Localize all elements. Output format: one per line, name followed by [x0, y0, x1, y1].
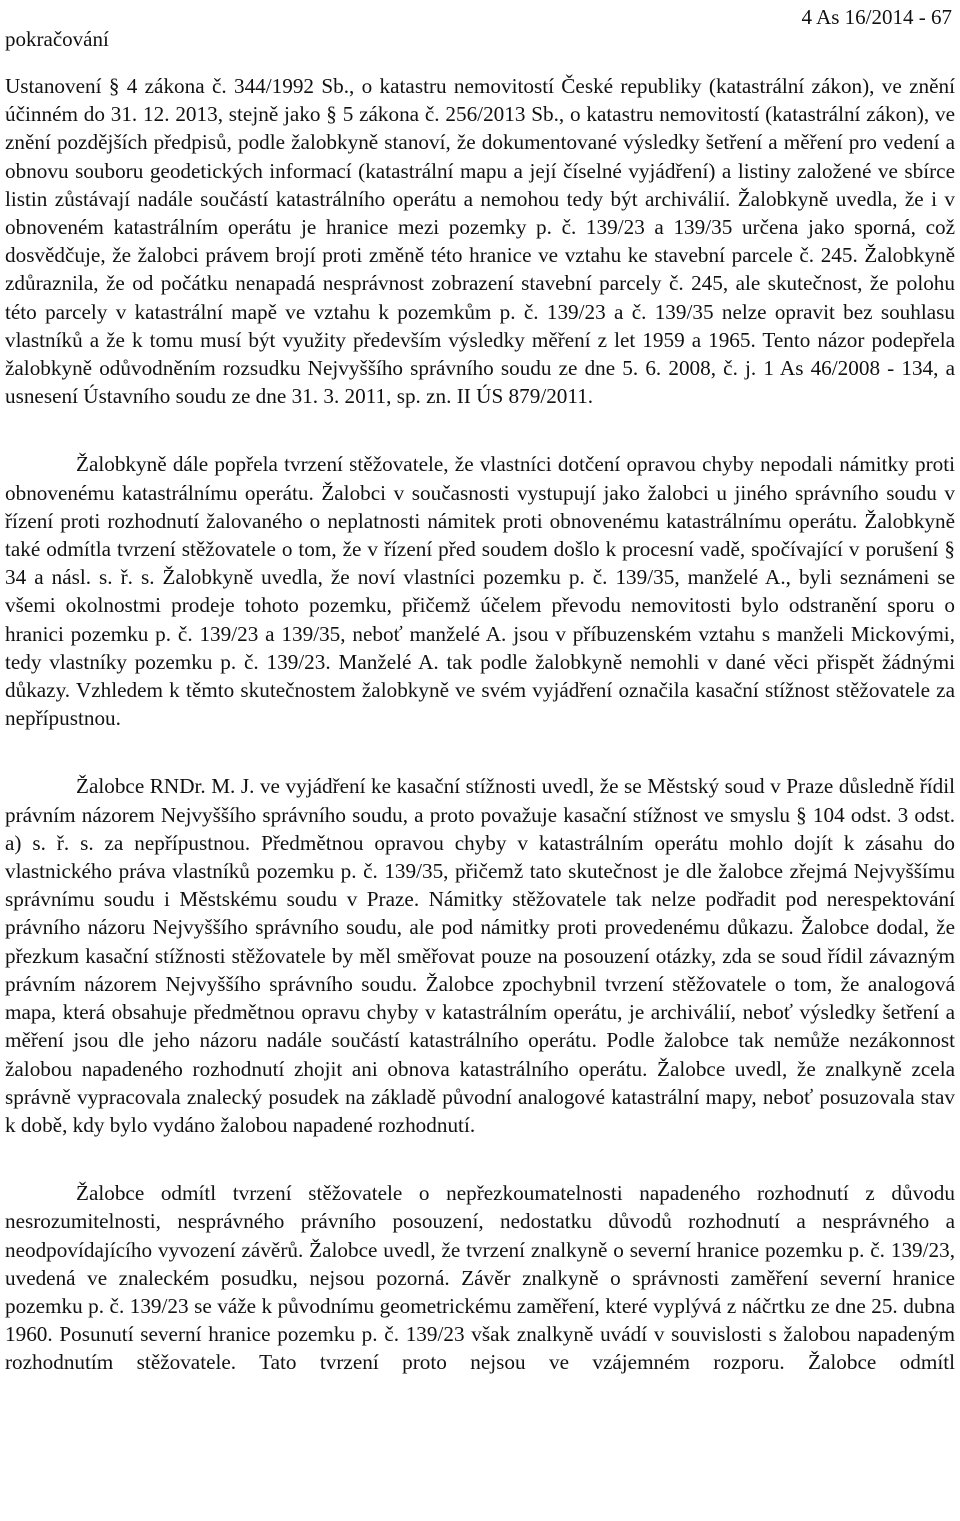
paragraph-3: Žalobce RNDr. M. J. ve vyjádření ke kasační stížnosti uvedl, že se Městský soud v Praze důsledně řídil právním názorem Nejvyššího správního soudu, a proto považuje kasační stížnost ve smyslu § 104 odst. 3 odst. a) s. ř. s. za nepřípustnou. Předmětnou opravou chyby v katastrálním operátu mohlo dojít k zásahu do vlastnického práva vlastníků pozemku p. č. 139/35, přičemž tato skutečnost je dle žalobce zřejmá Nejvyššímu správnímu soudu i Městskému soudu v Praze. Námitky stěžovatele tak nelze podřadit pod nerespektování právního názoru Nejvyššího správního soudu, ale pod námitky proti provedenému důkazu. Žalobce dodal, že přezkum kasační stížnosti stěžovatele by měl směřovat pouze na posouzení otázky, zda se soud řídil závazným právním názorem Nejvyššího správního soudu. Žalobce zpochybnil tvrzení stěžovatele o tom, že analogová mapa, která obsahuje předmětnou opravu chyby v katastrálním operátu, je archiválií, neboť výsledky šetření a měření jsou dle jeho názoru nadále součástí katastrálního operátu. Podle žalobce tak nemůže nezákonnost žalobou napadeného rozhodnutí zhojit ani obnova katastrálního operátu. Žalobce uvedl, že znalkyně zcela správně vypracovala znalecký posudek na základě původní analogové katastrální mapy, neboť posuzovala stav k době, kdy bylo vydáno žalobou napadené rozhodnutí.	[5, 774, 955, 1137]
paragraph-gap	[5, 410, 955, 450]
paragraph-2: Žalobkyně dále popřela tvrzení stěžovatele, že vlastníci dotčení opravou chyby nepodali námitky proti obnovenému katastrálnímu operátu. Žalobci v současnosti vystupují jako žalobci u jiného správního soudu v řízení proti rozhodnutí žalovaného o neplatnosti námitek proti obnovenému katastrálnímu operátu. Žalobkyně také odmítla tvrzení stěžovatele o tom, že v řízení před soudem došlo k procesní vadě, spočívající v porušení § 34 a násl. s. ř. s. Žalobkyně uvedla, že noví vlastníci pozemku p. č. 139/35, manželé A., byli seznámeni se všemi okolnostmi prodeje tohoto pozemku, přičemž účelem převodu nemovitosti bylo odstranění sporu o hranici pozemku p. č. 139/23 a 139/35, neboť manželé A. jsou v příbuzenském vztahu s manželi Mickovými, tedy vlastníky pozemku p. č. 139/23. Manželé A. tak podle žalobkyně nemohli v dané věci přispět žádnými důkazy. Vzhledem k těmto skutečnostem žalobkyně ve svém vyjádření označila kasační stížnost stěžovatele za nepřípustnou.	[5, 452, 955, 731]
document-body	[5, 72, 955, 1377]
case-number: 4 As 16/2014 - 67	[801, 5, 952, 29]
paragraph-1: Ustanovení § 4 zákona č. 344/1992 Sb., o katastru nemovitostí České republiky (katastrální zákon), ve znění účinném do 31. 12. 2013, stejně jako § 5 zákona č. 256/2013 Sb., o katastru nemovitostí (katastrální zákon), ve znění pozdějších předpisů, podle žalobkyně stanoví, že dokumentované výsledky šetření a měření pro vedení a obnovu souboru geodetických informací (katastrální mapu a její číselné vyjádření) a listiny založené ve sbírce listin zůstávají nadále součástí katastrálního operátu a nemohou tedy být archiválií. Žalobkyně uvedla, že i v obnoveném katastrálním operátu je hranice mezi pozemky p. č. 139/23 a 139/35 určena jako sporná, což dosvědčuje, že žalobci právem brojí proti změně této hranice ve vztahu ke stavební parcele č. 245. Žalobkyně zdůraznila, že od počátku nenapadá nesprávnost zobrazení stavební parcely č. 245, ale skutečnost, že polohu této parcely v katastrální mapě ve vztahu k pozemkům p. č. 139/23 a č. 139/35 nelze opravit bez souhlasu vlastníků a že k tomu musí být využity především výsledky měření z let 1959 a 1965. Tento názor podepřela žalobkyně odůvodněním rozsudku Nejvyššího správního soudu ze dne 5. 6. 2008, č. j. 1 As 46/2008 - 134, a usnesení Ústavního soudu ze dne 31. 3. 2011, sp. zn. II ÚS 879/2011.	[5, 74, 955, 409]
paragraph-gap	[5, 1139, 955, 1179]
paragraph-4: Žalobce odmítl tvrzení stěžovatele o nepřezkoumatelnosti napadeného rozhodnutí z důvodu nesrozumitelnosti, nesprávného právního posouzení, nedostatku důvodů rozhodnutí a nesprávného a neodpovídajícího vyvození závěrů. Žalobce uvedl, že tvrzení znalkyně o severní hranice pozemku p. č. 139/23, uvedená ve znaleckém posudku, nejsou pozorná. Závěr znalkyně o správnosti zaměření severní hranice pozemku p. č. 139/23 se váže k původnímu geometrickému zaměření, které vyplývá z náčrtku ze dne 25. dubna 1960. Posunutí severní hranice pozemku p. č. 139/23 však znalkyně uvádí v souvislosti s žalobou napadeným rozhodnutím stěžovatele. Tato tvrzení proto nejsou ve vzájemném rozporu. Žalobce odmítl	[5, 1181, 955, 1375]
paragraph-gap	[5, 732, 955, 772]
continuation-label: pokračování	[5, 27, 109, 51]
